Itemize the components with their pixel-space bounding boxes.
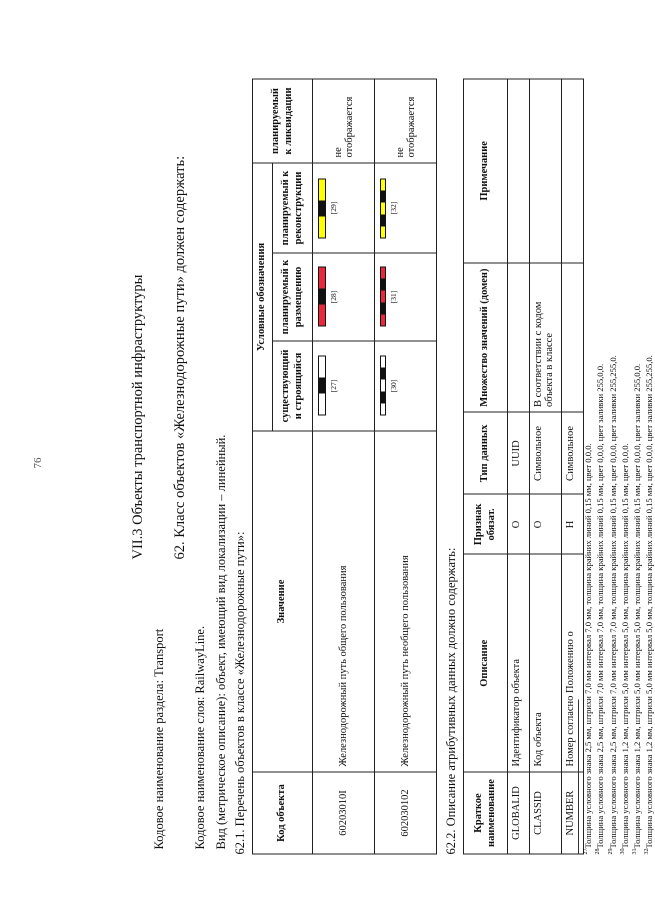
footnote-31: $^{31}$Толщина условного знака 1,2 мм, штрихи 5,0 мм интервал 5,0 мм, толщина крайних линий 0,15 мм, цвет 0,0,0, цвет заливки 255,0,0. (631, 363, 642, 855)
liquidation-note: не отображается (313, 79, 375, 163)
header-required-flag: Признак обязат. (464, 494, 508, 554)
attr-flag: О (508, 494, 530, 554)
header-short-name: Краткое наименование (464, 772, 508, 854)
table-row (530, 79, 562, 854)
attr-type: Символьное (530, 412, 562, 494)
header-description: Описание (464, 554, 508, 772)
header-planned-reconstruction: планируемый к реконструкции (273, 163, 313, 253)
footnote-30: $^{30}$Толщина условного знака 1,2 мм, штрихи 5,0 мм интервал 5,0 мм, толщина крайних линий 0,15 мм, цвет 0,0,0. (619, 443, 630, 855)
footnotes (581, 355, 655, 854)
footnote-ref: [30] (389, 379, 398, 393)
header-existing: существующий и строящийся (273, 341, 313, 431)
attr-type: Символьное (562, 412, 584, 494)
attr-flag: Н (562, 494, 584, 554)
attr-domain (508, 263, 530, 413)
header-planned-placement: планируемый к размещению (273, 253, 313, 341)
object-code: 60203010I (313, 772, 375, 854)
table-row (508, 79, 530, 854)
attr-desc: Номер согласно Положению о (562, 554, 584, 772)
attr-note (508, 79, 530, 263)
header-domain: Множество значений (домен) (464, 263, 508, 413)
footnote-ref: [29] (329, 201, 338, 215)
header-symbols-group: Условные обозначения (253, 163, 273, 431)
footnote-ref: [28] (329, 290, 338, 304)
object-code: 602030102 (375, 772, 437, 854)
objects-table (252, 79, 437, 855)
footnote-32: $^{32}$Толщина условного знака 1,2 мм, штрихи 5,0 мм интервал 5,0 мм, толщина крайних линий 0,15 мм, цвет 0,0,0, цвет заливки 255,255,0. (644, 355, 655, 855)
attributes-table (463, 79, 584, 855)
header-data-type: Тип данных (464, 412, 508, 494)
attr-domain: В соответствии с кодом объекта в классе (530, 263, 562, 413)
header-note: Примечание (464, 79, 508, 263)
header-code: Код объекта (253, 772, 313, 854)
footnote-ref: [27] (329, 379, 338, 393)
table-row (375, 79, 437, 854)
symbol-planned-reconstruction-nonpublic (378, 169, 398, 248)
list-caption: 62.1. Перечень объектов в классе «Железнодорожные пути»: (233, 531, 247, 855)
footnote-27: $^{27}$Толщина условного знака 2,5 мм, штрихи 7,0 мм интервал 7,0 мм, толщина крайних линий 0,15 мм, цвет 0,0,0. (582, 443, 593, 855)
object-value: Железнодорожный путь необщего пользования (375, 431, 437, 772)
footnote-ref: [31] (389, 290, 398, 304)
layer-code-line: Кодовое наименование слоя: RailwayLine. (193, 625, 207, 850)
class-title: 62. Класс объектов «Железнодорожные пути» должен содержать: (172, 155, 188, 560)
table-row (313, 79, 375, 854)
footnote-28: $^{28}$Толщина условного знака 2,5 мм, штрихи 7,0 мм интервал 7,0 мм, толщина крайних линий 0,15 мм, цвет 0,0,0, цвет заливки 255,0,0. (595, 363, 606, 855)
attr-short: GLOBALID (508, 772, 530, 854)
section-title: VII.3 Объекты транспортной инфраструктуры (130, 274, 146, 560)
attr-short: CLASSID (530, 772, 562, 854)
liquidation-note: не отображается (375, 79, 437, 163)
attr-caption: 62.2. Описание атрибутивных данных должно содержать: (444, 547, 458, 855)
attr-short: NUMBER (562, 772, 584, 854)
footnote-ref: [32] (389, 201, 398, 215)
header-value: Значение (253, 431, 313, 772)
footnote-29: $^{29}$Толщина условного знака 2,5 мм, штрихи 7,0 мм интервал 7,0 мм, толщина крайних линий 0,15 мм, цвет 0,0,0, цвет заливки 255,255,0. (607, 355, 618, 855)
footnote-separator (578, 700, 579, 855)
attr-note (562, 79, 584, 263)
header-planned-liquidation: планируемый к ликвидации (253, 79, 313, 163)
object-value: Железнодорожный путь общего пользования (313, 431, 375, 772)
attr-type: UUID (508, 412, 530, 494)
symbol-planned-reconstruction-general (316, 169, 338, 248)
section-code-line: Кодовое наименование раздела: Transport (152, 628, 166, 850)
attr-desc: Код объекта (530, 554, 562, 772)
symbol-planned-placement-nonpublic (378, 259, 398, 336)
page-number: 76 (32, 457, 44, 469)
symbol-existing-general (316, 346, 338, 425)
symbol-existing-nonpublic (378, 346, 398, 425)
attr-note (530, 79, 562, 263)
metric-line: Вид (метрическое описание): объект, имеющий вид локализации – линейный. (214, 434, 228, 850)
symbol-planned-placement-general (316, 259, 338, 336)
attr-flag: О (530, 494, 562, 554)
attr-desc: Идентификатор объекта (508, 554, 530, 772)
